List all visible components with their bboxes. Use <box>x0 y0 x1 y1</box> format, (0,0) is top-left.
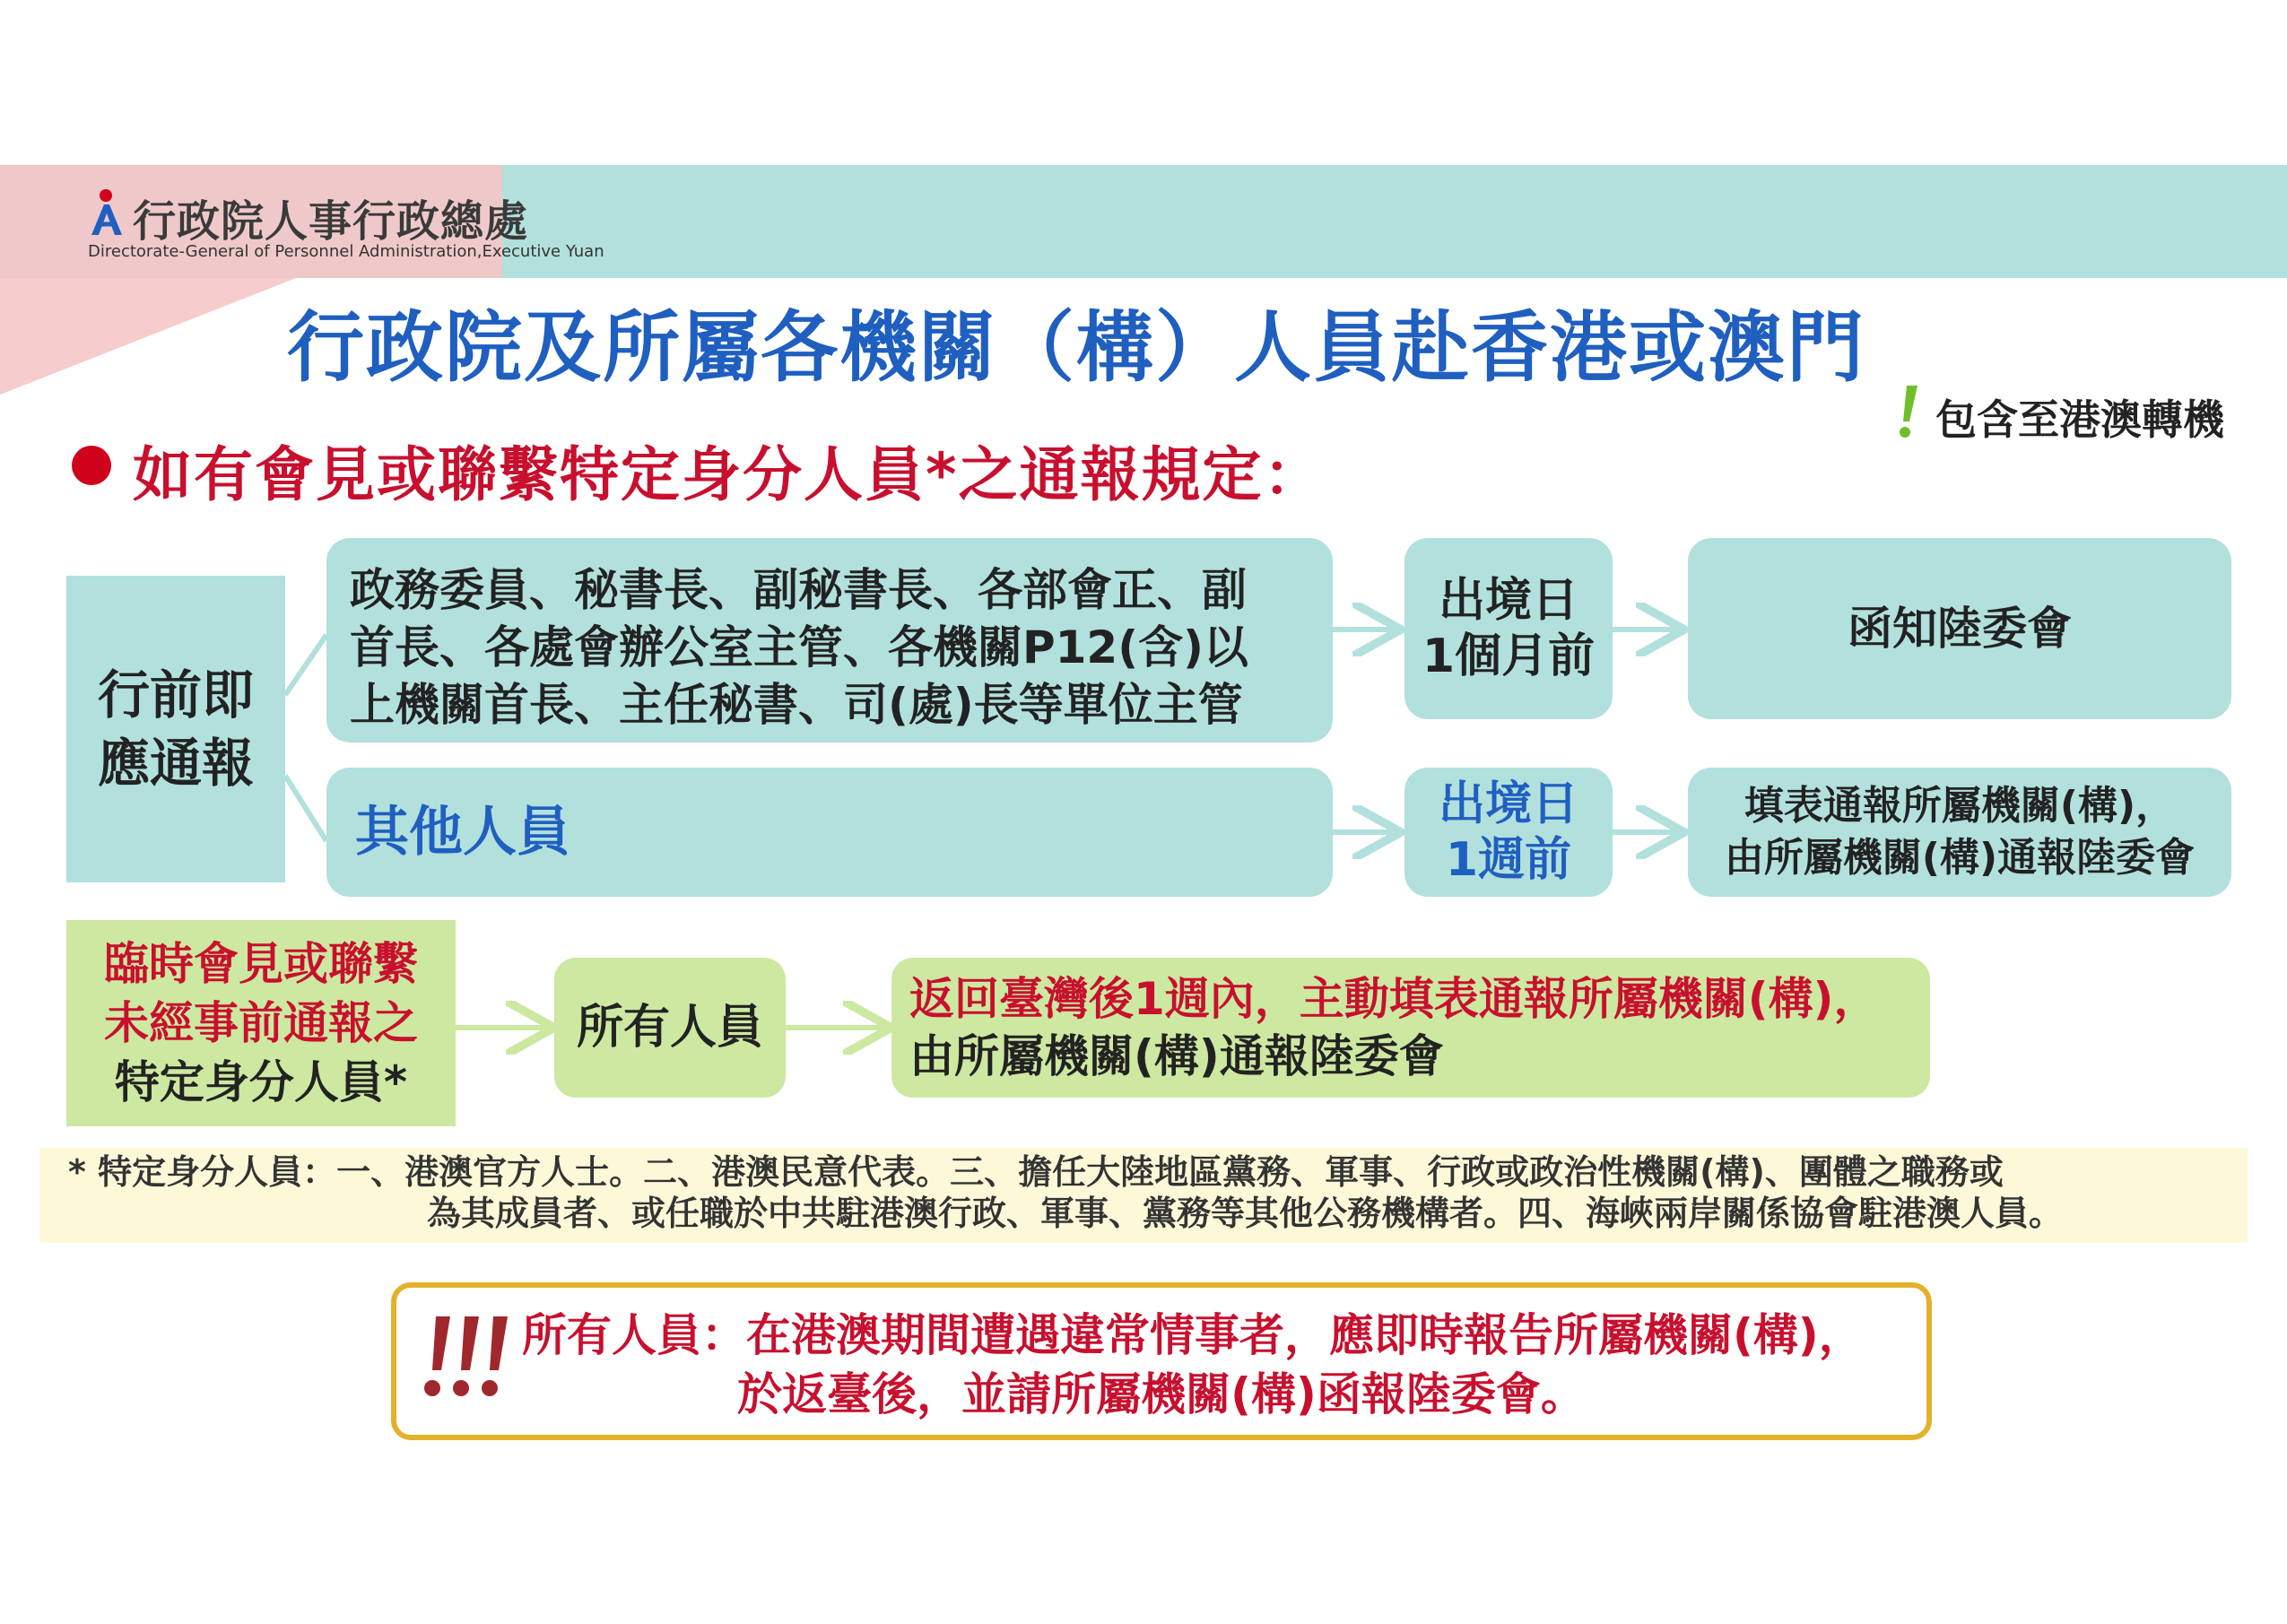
ad-hoc-label <box>66 920 456 1126</box>
ad-hoc-label-line: 未經事前通報之 <box>104 997 418 1049</box>
timing-line: 出境日 <box>1438 574 1578 628</box>
action-notify-mac: 函知陸委會 <box>1848 603 2072 655</box>
footnote-line: 為其成員者、或任職於中共駐港澳行政、軍事、黨務等其他公務機構者。四、海峽兩岸關係協會駐港澳人員。 <box>427 1194 2064 1233</box>
senior-officials-line: 政務委員、秘書長、副秘書長、各部會正、副 <box>350 564 1247 616</box>
org-name-en: Directorate-General of Personnel Administration,Executive Yuan <box>88 242 604 261</box>
timing-line: 1週前 <box>1445 833 1572 887</box>
action-notify-mac-box <box>1688 538 2231 719</box>
timing-one-week-box <box>1404 768 1613 897</box>
senior-officials-line: 首長、各處會辦公室主管、各機關P12(含)以 <box>350 621 1248 673</box>
special-identity-footnote <box>39 1148 2248 1243</box>
page-title: 行政院及所屬各機關（構）人員赴香港或澳門 <box>287 303 1865 393</box>
action-form-report-box <box>1688 768 2231 897</box>
ad-hoc-label-line: 特定身分人員* <box>114 1056 408 1108</box>
warning-line: 於返臺後，並請所屬機關(構)函報陸委會。 <box>737 1368 1586 1420</box>
ad-hoc-action-box <box>891 958 1930 1098</box>
all-personnel-box <box>554 958 786 1098</box>
section-subtitle: 如有會見或聯繫特定身分人員*之通報規定： <box>133 440 1325 509</box>
pre-trip-label-line: 行前即 <box>97 664 254 725</box>
timing-one-month-box <box>1404 538 1613 719</box>
org-name-cn: 行政院人事行政總處 <box>133 196 529 247</box>
ad-hoc-action-line: 由所屬機關(構)通報陸委會 <box>909 1030 1444 1082</box>
ad-hoc-action-line: 返回臺灣後1週內，主動填表通報所屬機關(構)， <box>909 973 1879 1025</box>
action-line: 填表通報所屬機關(構)， <box>1744 783 2176 829</box>
other-personnel-label: 其他人員 <box>355 801 570 864</box>
action-line: 由所屬機關(構)通報陸委會 <box>1724 835 2196 881</box>
pre-trip-label-line: 應通報 <box>97 733 254 794</box>
footnote-line: * 特定身分人員：一、港澳官方人士。二、港澳民意代表。三、擔任大陸地區黨務、軍事、行政或政治性機關(構)、團體之職務或 <box>68 1152 2004 1192</box>
transit-note: 包含至港澳轉機 <box>1935 395 2224 444</box>
other-personnel-box <box>326 768 1333 897</box>
ad-hoc-label-line: 臨時會見或聯繫 <box>104 938 418 990</box>
all-personnel-label: 所有人員 <box>576 1001 763 1055</box>
pre-trip-label <box>66 576 285 882</box>
warning-line: 所有人員：在港澳期間遭遇違常情事者，應即時報告所屬機關(構)， <box>522 1309 1864 1361</box>
senior-officials-line: 上機關首長、主任秘書、司(處)長等單位主管 <box>350 679 1243 731</box>
senior-officials-box <box>326 538 1333 743</box>
timing-line: 出境日 <box>1438 777 1578 831</box>
anomaly-warning-box <box>391 1282 1932 1440</box>
timing-line: 1個月前 <box>1422 630 1596 683</box>
